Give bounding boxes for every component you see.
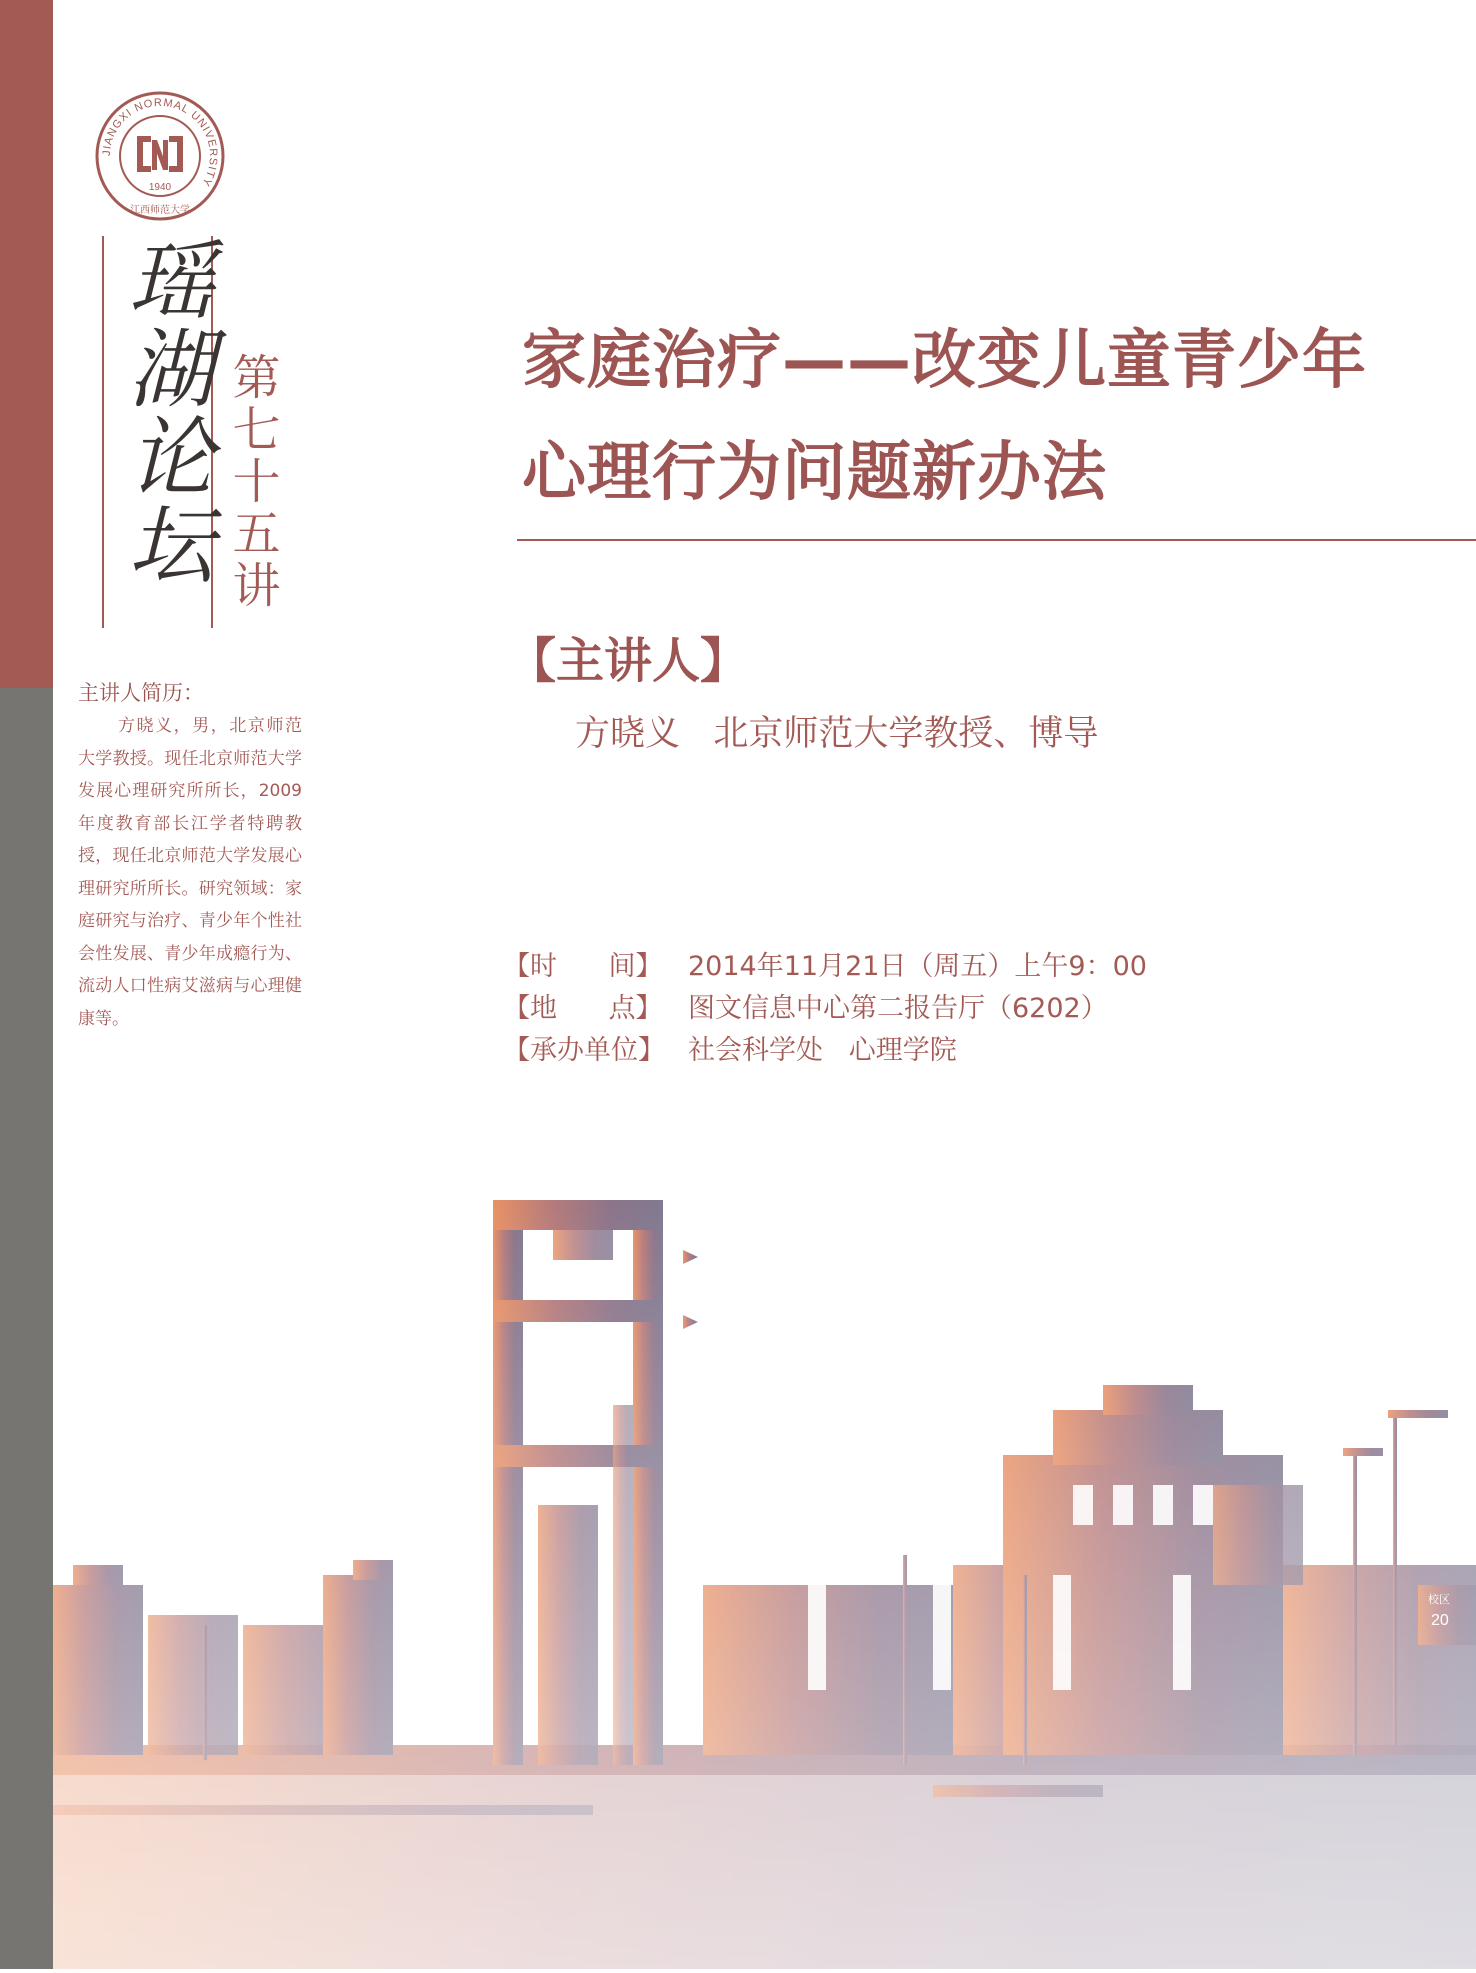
info-key-location: 【地 点】: [503, 993, 663, 1024]
info-row-organizer: [503, 1030, 1147, 1072]
info-value-time: 2014年11月21日（周五）上午9：00: [688, 951, 1147, 982]
talk-title: [522, 305, 1462, 529]
info-value-location: 图文信息中心第二报告厅（6202）: [688, 993, 1108, 1024]
forum-title-frame: [102, 236, 213, 628]
bio-heading: 主讲人简历：: [78, 681, 204, 705]
seal-year: 1940: [148, 182, 172, 193]
bio-text: 方晓义，男，北京师范大学教授。现任北京师范大学发展心理研究所所长，2009年度教育部长江学者特聘教授，现任北京师范大学发展心理研究所所长。研究领域：家庭研究与治疗、青少年个性社会性发展、青少年成瘾行为、流动人口性病艾滋病与心理健康等。: [78, 716, 302, 1029]
side-band-accent: [0, 0, 53, 688]
seal-name-cn: 江西师范大学: [130, 205, 190, 216]
speaker-label: 【主讲人】: [508, 633, 749, 689]
svg-text:JIANGXI NORMAL UNIVERSITY: [101, 97, 219, 189]
university-seal-logo: [94, 90, 226, 222]
title-divider: [517, 539, 1476, 541]
event-info: [503, 946, 1147, 1072]
speaker-name-title: 方晓义 北京师范大学教授、博导: [575, 714, 1099, 754]
info-key-organizer: 【承办单位】: [503, 1035, 665, 1066]
info-key-time: 【时 间】: [503, 951, 663, 982]
forum-title: 瑶湖论坛: [113, 236, 213, 588]
side-band-gray: [0, 688, 53, 1969]
info-row-location: [503, 988, 1147, 1030]
talk-title-line-1: 家庭治疗——改变儿童青少年: [522, 324, 1367, 398]
talk-title-line-2: 心理行为问题新办法: [522, 436, 1107, 510]
info-value-organizer: 社会科学处 心理学院: [688, 1035, 957, 1066]
info-row-time: [503, 946, 1147, 988]
seal-ring-text: JIANGXI NORMAL UNIVERSITY: [100, 96, 220, 189]
lecture-number: 第七十五讲: [224, 352, 280, 612]
campus-skyline-illustration: [53, 1185, 1476, 1969]
